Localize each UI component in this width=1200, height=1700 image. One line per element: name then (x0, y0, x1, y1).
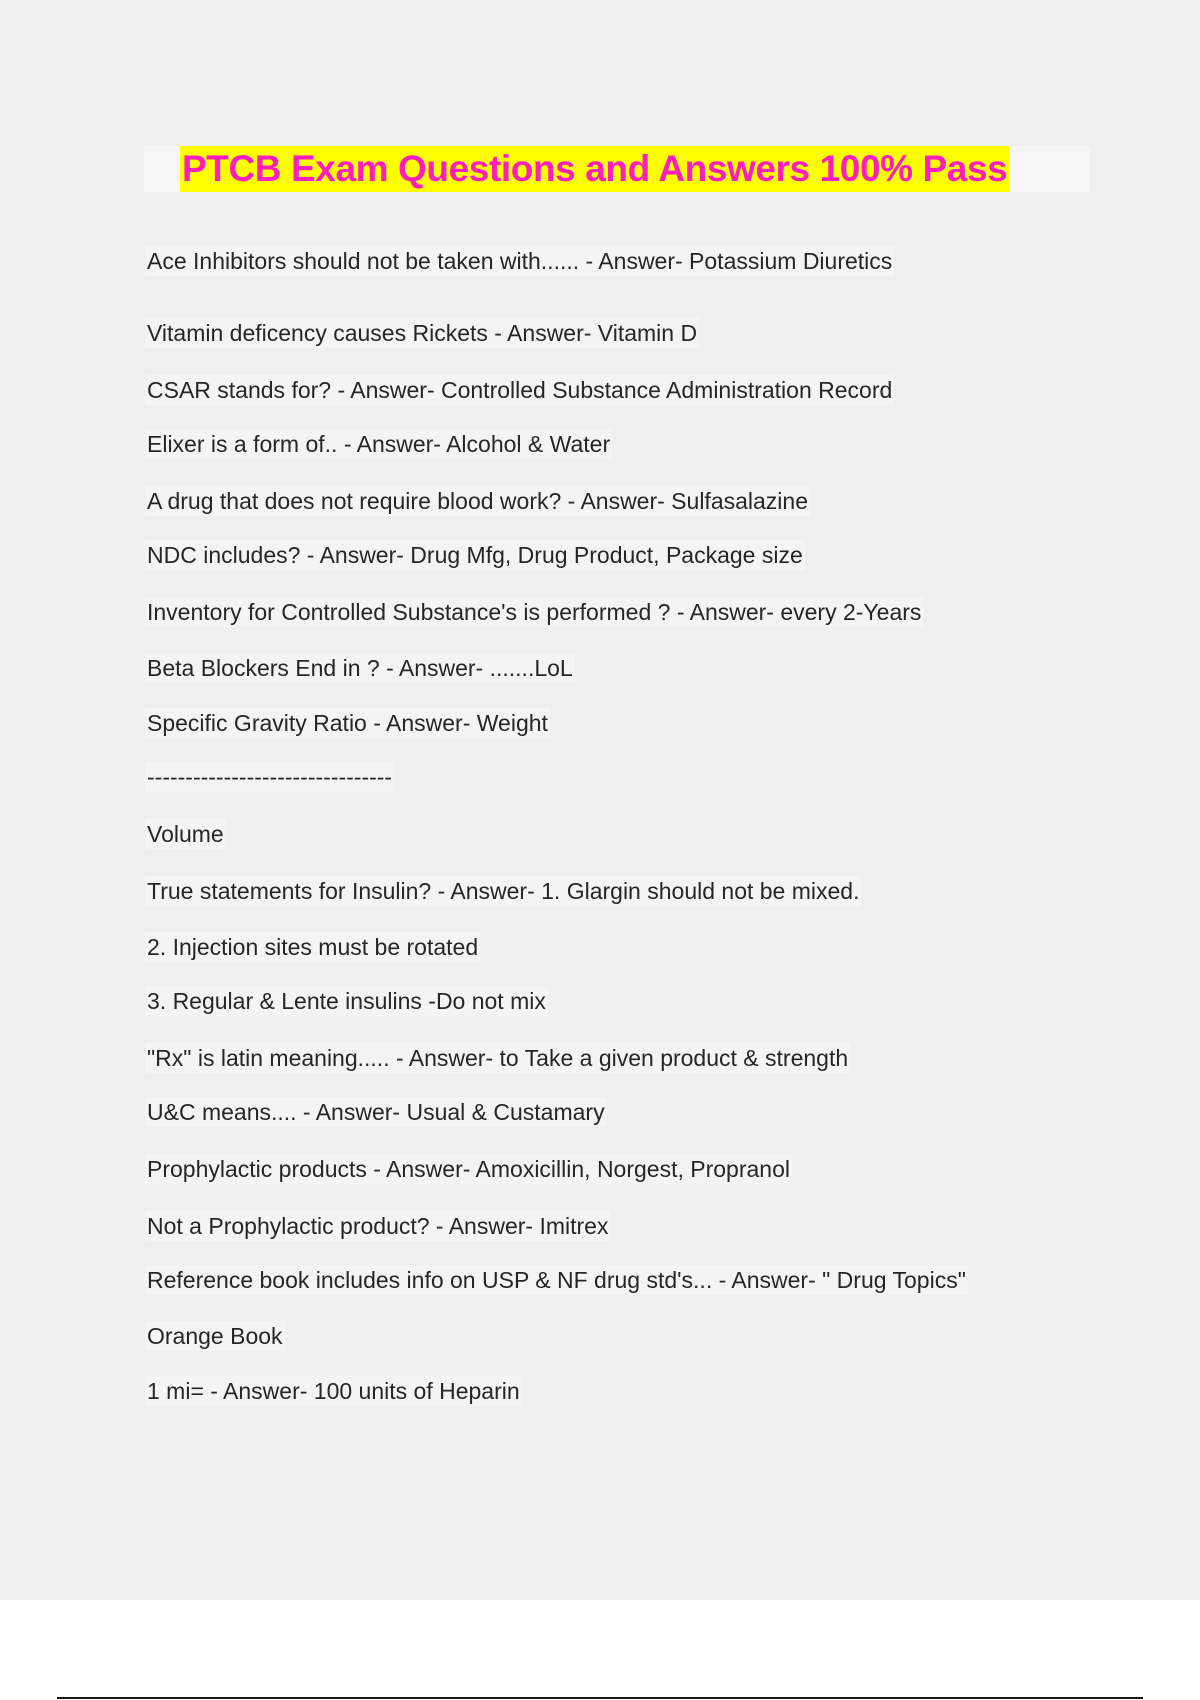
qa-line-rickets: Vitamin deficency causes Rickets - Answer- Vitamin D (147, 320, 698, 346)
qa-line-ndc: NDC includes? - Answer- Drug Mfg, Drug Product, Package size (147, 542, 803, 568)
qa-line-csar: CSAR stands for? - Answer- Controlled Substance Administration Record (147, 377, 893, 403)
qa-line-ace-inhibitors: Ace Inhibitors should not be taken with...... - Answer- Potassium Diuretics (147, 248, 893, 274)
qa-line-reference-book: Reference book includes info on USP & NF drug std's... - Answer- " Drug Topics" (147, 1267, 966, 1293)
qa-line-heparin: 1 mi= - Answer- 100 units of Heparin (147, 1378, 520, 1404)
qa-line-regular-lente: 3. Regular & Lente insulins -Do not mix (147, 988, 546, 1014)
qa-line-uc-means: U&C means.... - Answer- Usual & Custamary (147, 1099, 605, 1125)
qa-line-prophylactic: Prophylactic products - Answer- Amoxicillin, Norgest, Propranol (147, 1156, 790, 1182)
qa-line-not-prophylactic: Not a Prophylactic product? - Answer- Imitrex (147, 1213, 609, 1239)
dashed-separator: -------------------------------- (147, 764, 393, 790)
footer-rule (57, 1697, 1143, 1699)
qa-line-elixer: Elixer is a form of.. - Answer- Alcohol & Water (147, 431, 611, 457)
document-title: PTCB Exam Questions and Answers 100% Pass (180, 146, 1009, 192)
page-footer (0, 1600, 1200, 1700)
qa-line-blood-work: A drug that does not require blood work? - Answer- Sulfasalazine (147, 488, 808, 514)
qa-line-injection-sites: 2. Injection sites must be rotated (147, 934, 479, 960)
qa-line-specific-gravity: Specific Gravity Ratio - Answer- Weight (147, 710, 548, 736)
qa-line-insulin: True statements for Insulin? - Answer- 1. Glargin should not be mixed. (147, 878, 860, 904)
qa-line-rx-latin: "Rx" is latin meaning..... - Answer- to Take a given product & strength (147, 1045, 849, 1071)
qa-line-inventory: Inventory for Controlled Substance's is performed ? - Answer- every 2-Years (147, 599, 922, 625)
qa-line-volume: Volume (147, 821, 224, 847)
qa-line-beta-blockers: Beta Blockers End in ? - Answer- .......LoL (147, 655, 573, 681)
qa-line-orange-book: Orange Book (147, 1323, 283, 1349)
